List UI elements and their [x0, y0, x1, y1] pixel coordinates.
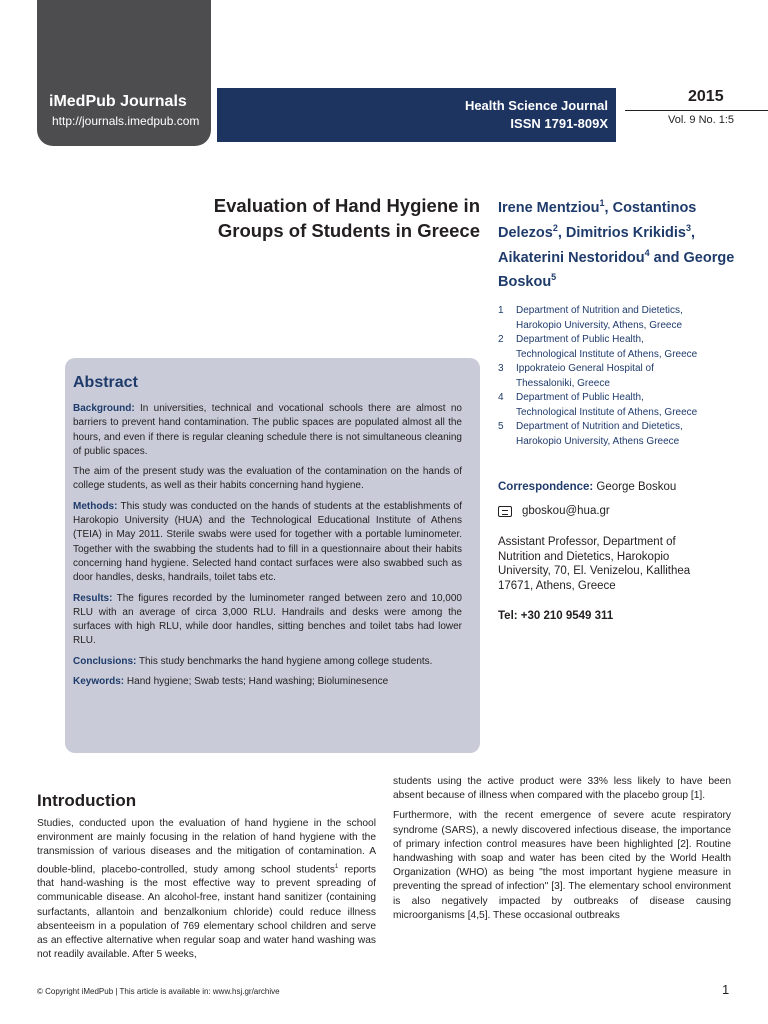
author-name: Aikaterini Nestoridou	[498, 249, 645, 266]
author-list	[498, 193, 748, 292]
email-icon	[498, 506, 512, 517]
intro-paragraph: students using the active product were 33% less likely to have been absent because of illness when compared with the placebo group [1].	[393, 776, 731, 802]
journal-issn: ISSN 1791-809X	[510, 116, 608, 131]
author-name: Dimitrios Krikidis	[565, 224, 686, 241]
brand-name: iMedPub Journals	[49, 93, 187, 110]
affiliation-number: 4	[498, 392, 504, 403]
affiliation-number: 1	[498, 305, 504, 316]
intro-text: reports that hand-washing is the most effective way to prevent spreading of communicable disease. An alcohol-free, instant hand sanitizer (containing surfactants, allantoin and benzalkonium chloride) could reduce illness absenteeism in a population of 769 elementary school children and serve as an effective alternative when regular soap and water hand washing was not readily available. After 5 weeks,	[37, 864, 376, 961]
header-divider	[625, 110, 768, 111]
abstract-body	[73, 402, 462, 695]
author-affil-ref: 4	[644, 247, 650, 258]
author-affil-ref: 5	[551, 272, 557, 283]
abstract-aim: The aim of the present study was the evaluation of the contamination on the hands of college students, as well as their habits concerning hand hygiene.	[73, 466, 462, 492]
author-separator: and	[649, 249, 684, 266]
footer-copyright: © Copyright iMedPub | This article is available in: www.hsj.gr/archive	[37, 987, 280, 996]
journal-name: Health Science Journal	[464, 98, 608, 113]
author-name: Costantinos Delezos	[498, 199, 697, 241]
correspondence-label: Correspondence:	[498, 481, 594, 493]
affiliation-item	[498, 362, 758, 391]
author-affil-ref: 2	[552, 222, 558, 233]
abstract-keywords	[73, 675, 462, 689]
affiliation-item	[498, 304, 758, 333]
abstract-background	[73, 402, 462, 459]
author-name: Irene Mentziou	[498, 199, 600, 216]
affiliation-number: 5	[498, 421, 504, 432]
journal-bar	[217, 88, 616, 142]
abstract-label: Keywords:	[73, 676, 125, 688]
correspondence-email[interactable]: gboskou@hua.gr	[522, 505, 610, 517]
affiliation-number: 2	[498, 334, 504, 345]
introduction-heading: Introduction	[37, 791, 137, 810]
affiliation-item	[498, 420, 758, 449]
abstract-text: This study benchmarks the hand hygiene among college students.	[138, 655, 433, 667]
issue-year: 2015	[688, 88, 724, 105]
intro-paragraph: Furthermore, with the recent emergence of severe acute respiratory syndrome (SARS), a newly discovered infectious disease, the importance of primary infection control measures have been highlighted [2]. Routine handwashing with soap and water has been cited by the World Health Organization (WHO) as being "the most important hygiene measure in preventing the spread of infection" [3]. The elementary school environment is also negatively impacted by outbreaks of disease causing microorganisms [4,5]. These occasional outbreaks	[393, 810, 731, 921]
affiliation-line: Harokopio University, Athens Greece	[516, 435, 680, 447]
affiliation-list	[498, 304, 758, 449]
author-separator: ,	[557, 224, 566, 241]
abstract-conclusions	[73, 655, 462, 669]
email-row	[498, 505, 610, 517]
abstract-text: Hand hygiene; Swab tests; Hand washing; Bioluminesence	[126, 676, 389, 688]
abstract-results	[73, 592, 462, 649]
abstract-label: Conclusions:	[73, 655, 137, 667]
affiliation-line: Ippokrateio General Hospital of	[516, 363, 654, 374]
paper-title-line-2: Groups of Students in Greece	[217, 220, 480, 241]
intro-text: Studies, conducted upon the evaluation of hand hygiene in the school environment are mainly focusing in the relation of hand hygiene with the transmission of various diseases and the mitigation of contamination. A double-blind, placebo-controlled, study among school students	[37, 818, 376, 875]
correspondence	[498, 481, 676, 493]
abstract-heading: Abstract	[73, 374, 138, 391]
affiliation-item	[498, 333, 758, 362]
introduction-right-column	[393, 775, 731, 929]
abstract-text: This study was conducted on the hands of students at the establishments of Harokopio University (HUA) and the Technological Educational Institute of Athens (TEIA) in May 2011. Sterile swabs were used for together with a portable luminometer. Together with the swabbing the students had to fill in a questionnaire about their habits concerning hand hygiene. Selected hand contact surfaces were also swabbed such as door handles, desks, handrails, toilet tabs etc.	[73, 500, 462, 584]
abstract-label: Results:	[73, 592, 113, 604]
correspondence-address: Assistant Professor, Department of Nutrition and Dietetics, Harokopio University, 70, El. Venizelou, Kallithea 17671, Athens, Greece	[498, 536, 691, 592]
abstract-label: Background:	[73, 403, 135, 414]
author-separator: ,	[604, 199, 613, 216]
affiliation-line: Technological Institute of Athens, Greece	[516, 406, 698, 418]
affiliation-item	[498, 391, 758, 420]
paper-title-line-1: Evaluation of Hand Hygiene in	[213, 195, 480, 216]
issue-volume: Vol. 9 No. 1:5	[668, 114, 735, 126]
author-separator: ,	[690, 224, 695, 241]
affiliation-line: Technological Institute of Athens, Greece	[516, 348, 698, 360]
affiliation-line: Department of Public Health,	[516, 334, 644, 345]
correspondence-tel: Tel: +30 210 9549 311	[498, 610, 614, 622]
page-number: 1	[722, 982, 730, 997]
affiliation-line: Harokopio University, Athens, Greece	[516, 319, 683, 331]
introduction-left-column	[37, 817, 376, 962]
abstract-text: In universities, technical and vocational schools there are almost no barriers to prevent hand contamination. The public spaces are populated almost all the hours, and even if there is regular cleaning schedule there is not simultaneous cleaning of public spaces.	[73, 403, 462, 457]
affiliation-line: Thessaloniki, Greece	[516, 377, 610, 389]
abstract-methods	[73, 500, 462, 586]
brand-url[interactable]: http://journals.imedpub.com	[52, 114, 200, 128]
affiliation-line: Department of Nutrition and Dietetics,	[516, 421, 683, 432]
citation-ref: 1	[334, 863, 339, 870]
correspondence-name: George Boskou	[596, 481, 677, 493]
author-affil-ref: 1	[599, 198, 605, 208]
author-affil-ref: 3	[685, 222, 691, 233]
abstract-text: The figures recorded by the luminometer ranged between zero and 10,000 RLU with an average of circa 3,000 RLU. Handrails and desks were among the surfaces with high RLU, while door handles, sitting benches and toilet tabs had lower RLU.	[73, 592, 462, 647]
affiliation-number: 3	[498, 363, 504, 374]
abstract-label: Methods:	[73, 500, 118, 512]
affiliation-line: Department of Public Health,	[516, 392, 644, 403]
author-name: George Boskou	[498, 249, 735, 291]
paper-title	[170, 193, 480, 243]
affiliation-line: Department of Nutrition and Dietetics,	[516, 305, 683, 316]
